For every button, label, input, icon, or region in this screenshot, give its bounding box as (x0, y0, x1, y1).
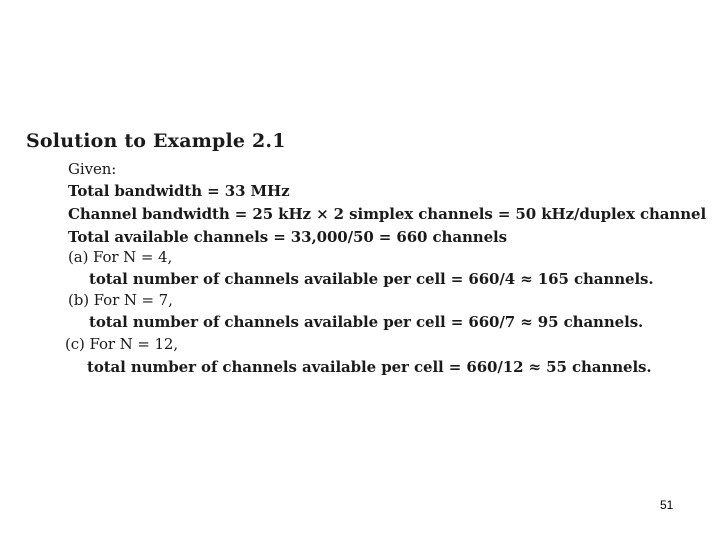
total-bandwidth-line: Total bandwidth = 33 MHz (68, 182, 290, 200)
total-available-channels-line: Total available channels = 33,000/50 = 660 channels (68, 228, 507, 246)
given-label: Given: (68, 160, 117, 178)
case-a-label: (a) For N = 4, (68, 248, 173, 266)
solution-heading: Solution to Example 2.1 (26, 130, 286, 152)
case-b-label: (b) For N = 7, (68, 291, 173, 309)
page-number: 51 (660, 498, 674, 512)
case-c-result: total number of channels available per cell = 660/12 ≈ 55 channels. (87, 358, 652, 376)
case-a-result: total number of channels available per cell = 660/4 ≈ 165 channels. (89, 270, 654, 288)
case-b-result: total number of channels available per cell = 660/7 ≈ 95 channels. (89, 313, 644, 331)
channel-bandwidth-line: Channel bandwidth = 25 kHz × 2 simplex channels = 50 kHz/duplex channel (68, 205, 707, 223)
case-c-label: (c) For N = 12, (65, 335, 179, 353)
